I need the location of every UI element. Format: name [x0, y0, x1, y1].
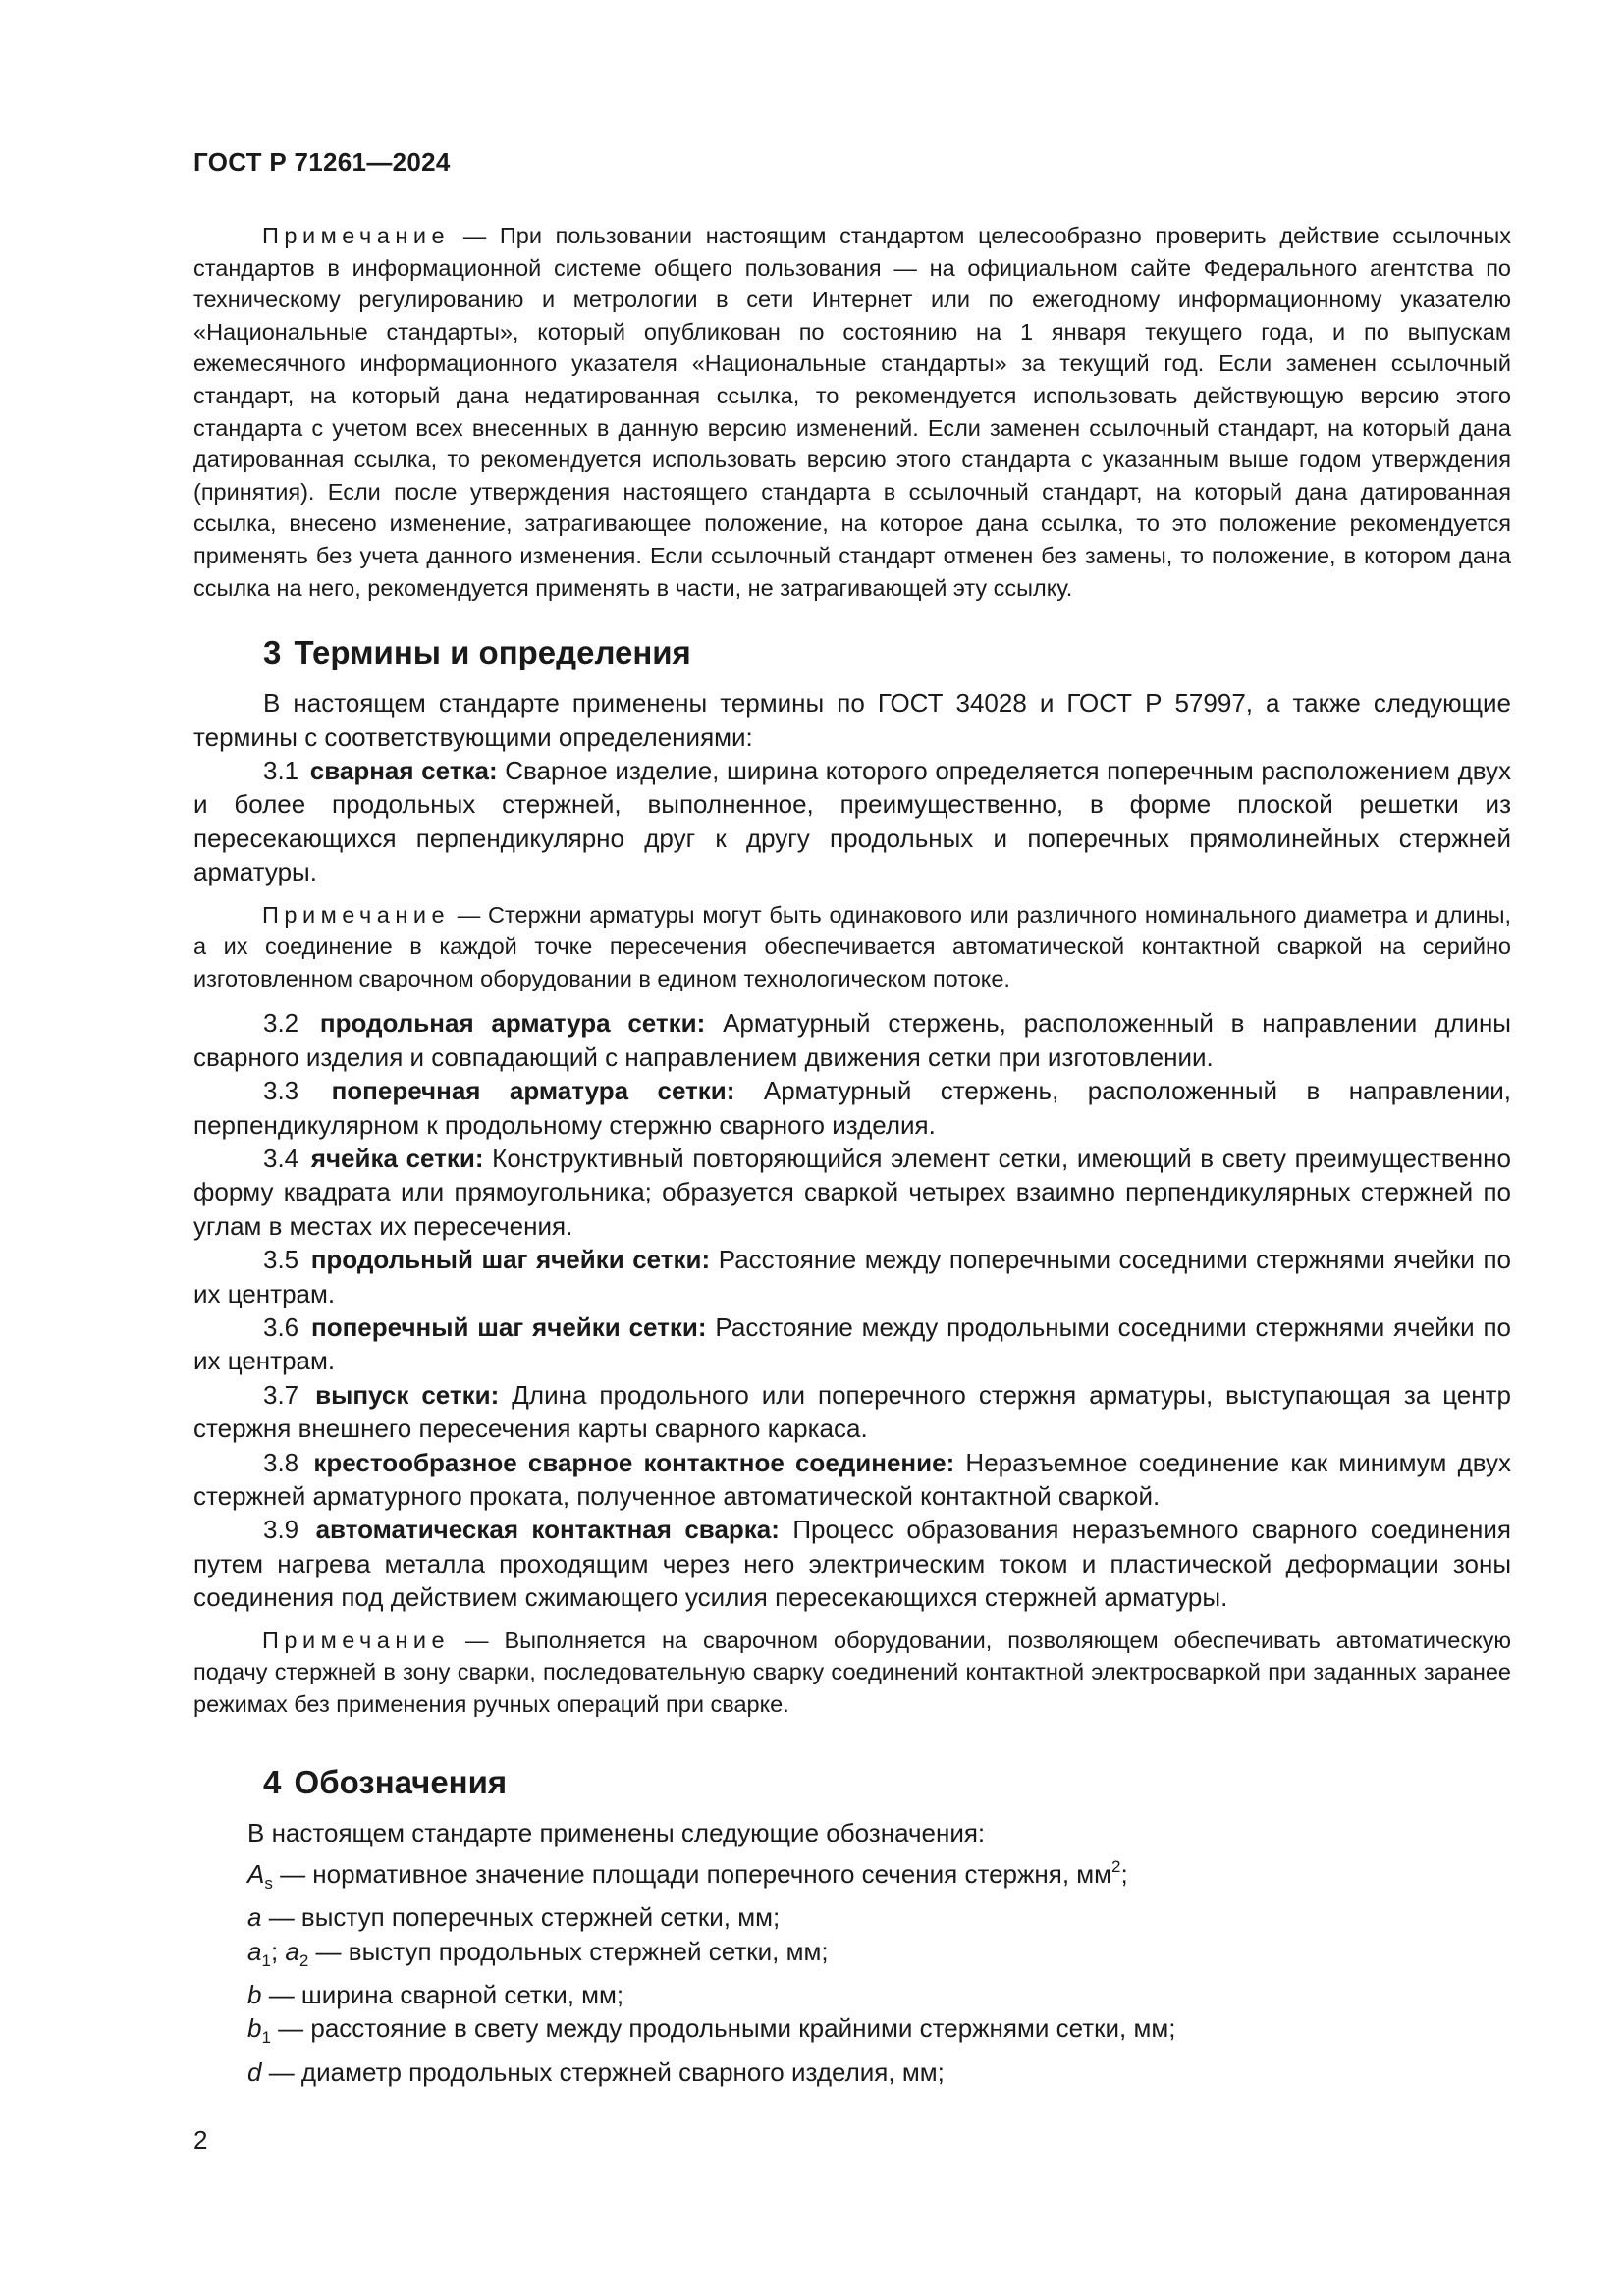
page-content — [193, 220, 1511, 2089]
symbol-a1-a2: $a_1$; $a_2$ — выступ продольных стержней сетки, мм; — [247, 1936, 829, 1970]
symbol-As: $A_s$ — нормативное значение площади поперечного сечения стержня, $мм^2$; — [247, 1856, 1128, 1893]
note-term-3-9: Примечание — Выполняется на сварочном оборудовании, позволяющем обеспечивать автоматическую подачу стержней в зону сварки, последовательную сварку соединений контактной электросваркой при заданных заранее режимах без применения ручных операций при сварке. — [193, 1627, 1511, 1717]
section-3-heading: 3 Термины и определения — [263, 634, 691, 671]
symbol-d: d — диаметр продольных стержней сварного изделия, мм; — [247, 2056, 945, 2087]
page-number: 2 — [193, 2125, 208, 2155]
term-3-6: 3.6 поперечный шаг ячейки сетки: Расстояние между продольными соседними стержнями ячейки по их центрам. — [193, 1312, 1511, 1376]
symbol-b: b — ширина сварной сетки, мм; — [247, 1980, 624, 2010]
symbol-b1: $b_1$ — расстояние в свету между продольными крайними стержнями сетки, мм; — [247, 2013, 1176, 2048]
symbol-a: a — выступ поперечных стержней сетки, мм; — [247, 1902, 781, 1933]
document-id-header: ГОСТ Р 71261—2024 — [193, 147, 451, 177]
term-3-9: 3.9 автоматическая контактная сварка: Процесс образования неразъемного сварного соединения путем нагрева металла проходящим через него электрическим током и пластической деформации зоны соединения под действием сжимающего усилия пересекающихся стержней арматуры. — [193, 1515, 1511, 1613]
term-3-5: 3.5 продольный шаг ячейки сетки: Расстояние между поперечными соседними стержнями ячейки по их центрам. — [193, 1245, 1512, 1308]
section-4-heading: 4 Обозначения — [263, 1764, 508, 1801]
term-3-1: 3.1 сварная сетка: Сварное изделие, ширина которого определяется поперечным расположением двух и более продольных стержней, выполненное, преимущественно, в форме плоской решетки из пересекающихся перпендикулярно друг к другу продольных и поперечных прямолинейных стержней арматуры. — [193, 755, 1511, 887]
note-text: — При пользовании настоящим стандартом целесообразно проверить действие ссылочных стандартов в информационной системе общего пользования — на официальном сайте Федерального агентства по техническому регулированию и метрологии в сети Интернет или по ежегодному информационному указателю «Национальные стандарты», который опубликован по состоянию на 1 января текущего года, и по выпускам ежемесячного информационного указателя «Национальные стандарты» за текущий год. Если заменен ссылочный стандарт, на который дана недатированная ссылка, то рекомендуется использовать действующую версию этого стандарта с учетом всех внесенных в данную версию изменений. Если заменен ссылочный стандарт, на который дана датированная ссылка, то рекомендуется использовать версию этого стандарта с указанным выше годом утверждения (принятия). Если после утверждения настоящего стандарта в ссылочный стандарт, на который дана датированная ссылка, внесено изменение, затрагивающее положение, на которое дана ссылка, то это положение рекомендуется применять без учета данного изменения. Если ссылочный стандарт отменен без замены, то положение, в котором дана ссылка на него, рекомендуется применять в части, не затрагивающей эту ссылку. — [193, 223, 1511, 601]
section-4-intro: В настоящем стандарте применены следующие обозначения: — [247, 1818, 986, 1848]
term-3-2: 3.2 продольная арматура сетки: Арматурный стержень, расположенный в направлении длины сварного изделия и совпадающий с направлением движения сетки при изготовлении. — [193, 1008, 1511, 1072]
term-3-8: 3.8 крестообразное сварное контактное соединение: Неразъемное соединение как минимум двух стержней арматурного проката, полученное автоматической контактной сваркой. — [193, 1447, 1511, 1512]
note-intro — [193, 220, 1511, 604]
note-label: Примечание — [262, 223, 451, 248]
term-3-4: 3.4 ячейка сетки: Конструктивный повторяющийся элемент сетки, имеющий в свету преимущественно форму квадрата или прямоугольника; образуется сваркой четырех взаимно перпендикулярных стержней по углам в местах их пересечения. — [193, 1143, 1511, 1241]
term-3-7: 3.7 выпуск сетки: Длина продольного или поперечного стержня арматуры, выступающая за центр стержня внешнего пересечения карты сварного каркаса. — [193, 1379, 1511, 1444]
term-3-3: 3.3 поперечная арматура сетки: Арматурный стержень, расположенный в направлении, перпендикулярном к продольному стержню сварного изделия. — [193, 1076, 1511, 1140]
note-term-3-1: Примечание — Стержни арматуры могут быть одинакового или различного номинального диаметра и длины, а их соединение в каждой точке пересечения обеспечивается автоматической контактной сваркой на серийно изготовленном сварочном оборудовании в едином технологическом потоке. — [193, 901, 1511, 991]
section-3-intro: В настоящем стандарте применены термины по ГОСТ 34028 и ГОСТ Р 57997, а также следующие термины с соответствующими определениями: — [193, 688, 1511, 752]
